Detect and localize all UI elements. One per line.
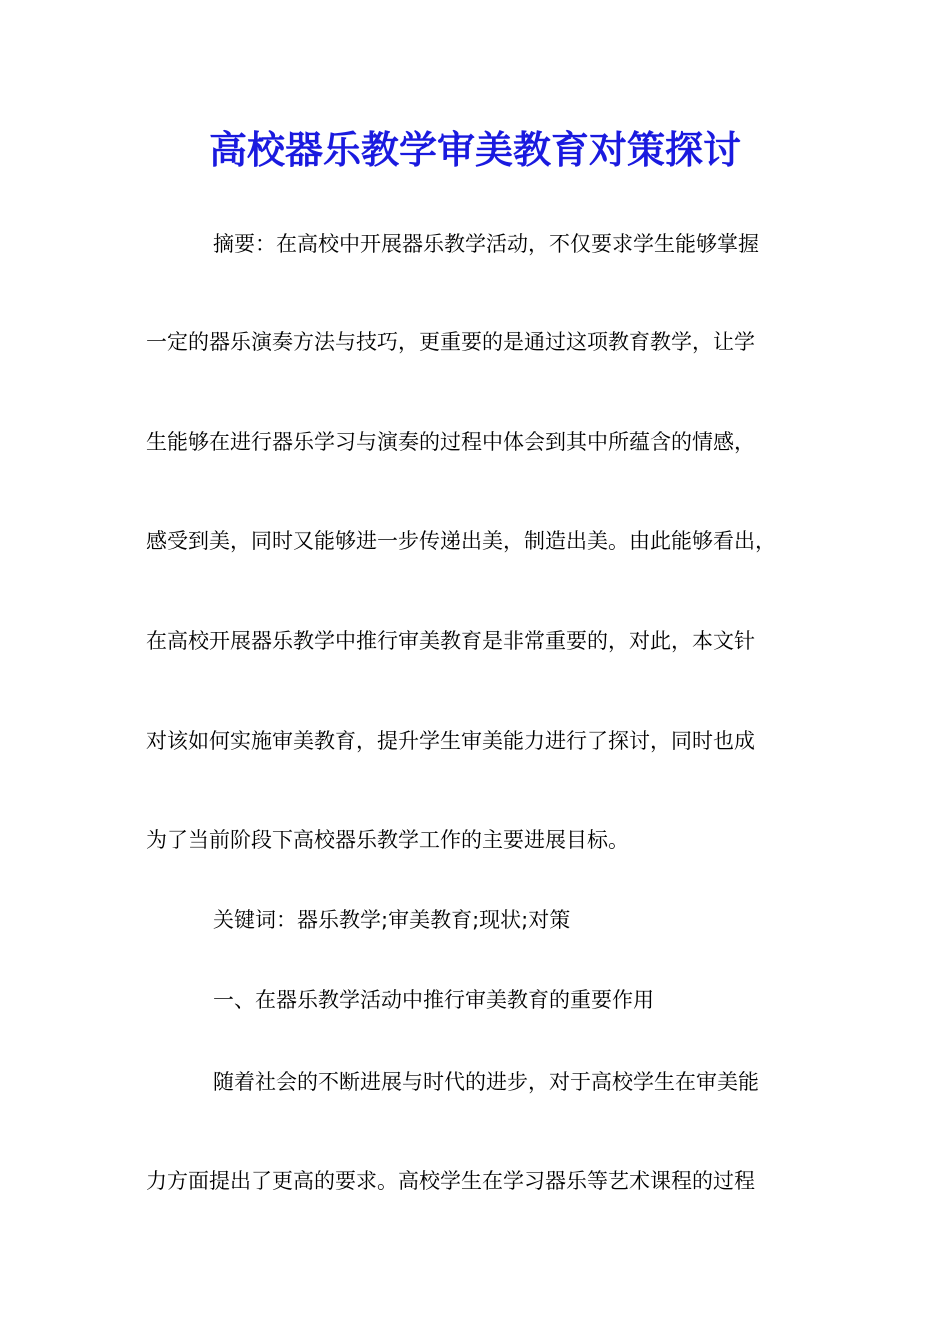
keywords-line: 关键词：器乐教学;审美教育;现状;对策 — [213, 908, 571, 932]
abstract-line-5: 在高校开展器乐教学中推行审美教育是非常重要的，对此，本文针 — [146, 629, 755, 653]
body-line-1: 随着社会的不断进展与时代的进步，对于高校学生在审美能 — [213, 1070, 759, 1094]
abstract-line-1: 摘要：在高校中开展器乐教学活动，不仅要求学生能够掌握 — [213, 232, 759, 256]
section-heading: 一、在器乐教学活动中推行审美教育的重要作用 — [213, 988, 654, 1012]
abstract-line-2: 一定的器乐演奏方法与技巧，更重要的是通过这项教育教学，让学 — [146, 330, 755, 354]
abstract-line-3: 生能够在进行器乐学习与演奏的过程中体会到其中所蕴含的情感， — [146, 430, 755, 454]
abstract-line-6: 对该如何实施审美教育，提升学生审美能力进行了探讨，同时也成 — [146, 729, 755, 753]
abstract-line-7: 为了当前阶段下高校器乐教学工作的主要进展目标。 — [146, 828, 629, 852]
document-title: 高校器乐教学审美教育对策探讨 — [208, 127, 741, 172]
abstract-line-4: 感受到美，同时又能够进一步传递出美，制造出美。由此能够看出， — [146, 529, 776, 553]
body-line-2: 力方面提出了更高的要求。高校学生在学习器乐等艺术课程的过程 — [146, 1169, 755, 1193]
